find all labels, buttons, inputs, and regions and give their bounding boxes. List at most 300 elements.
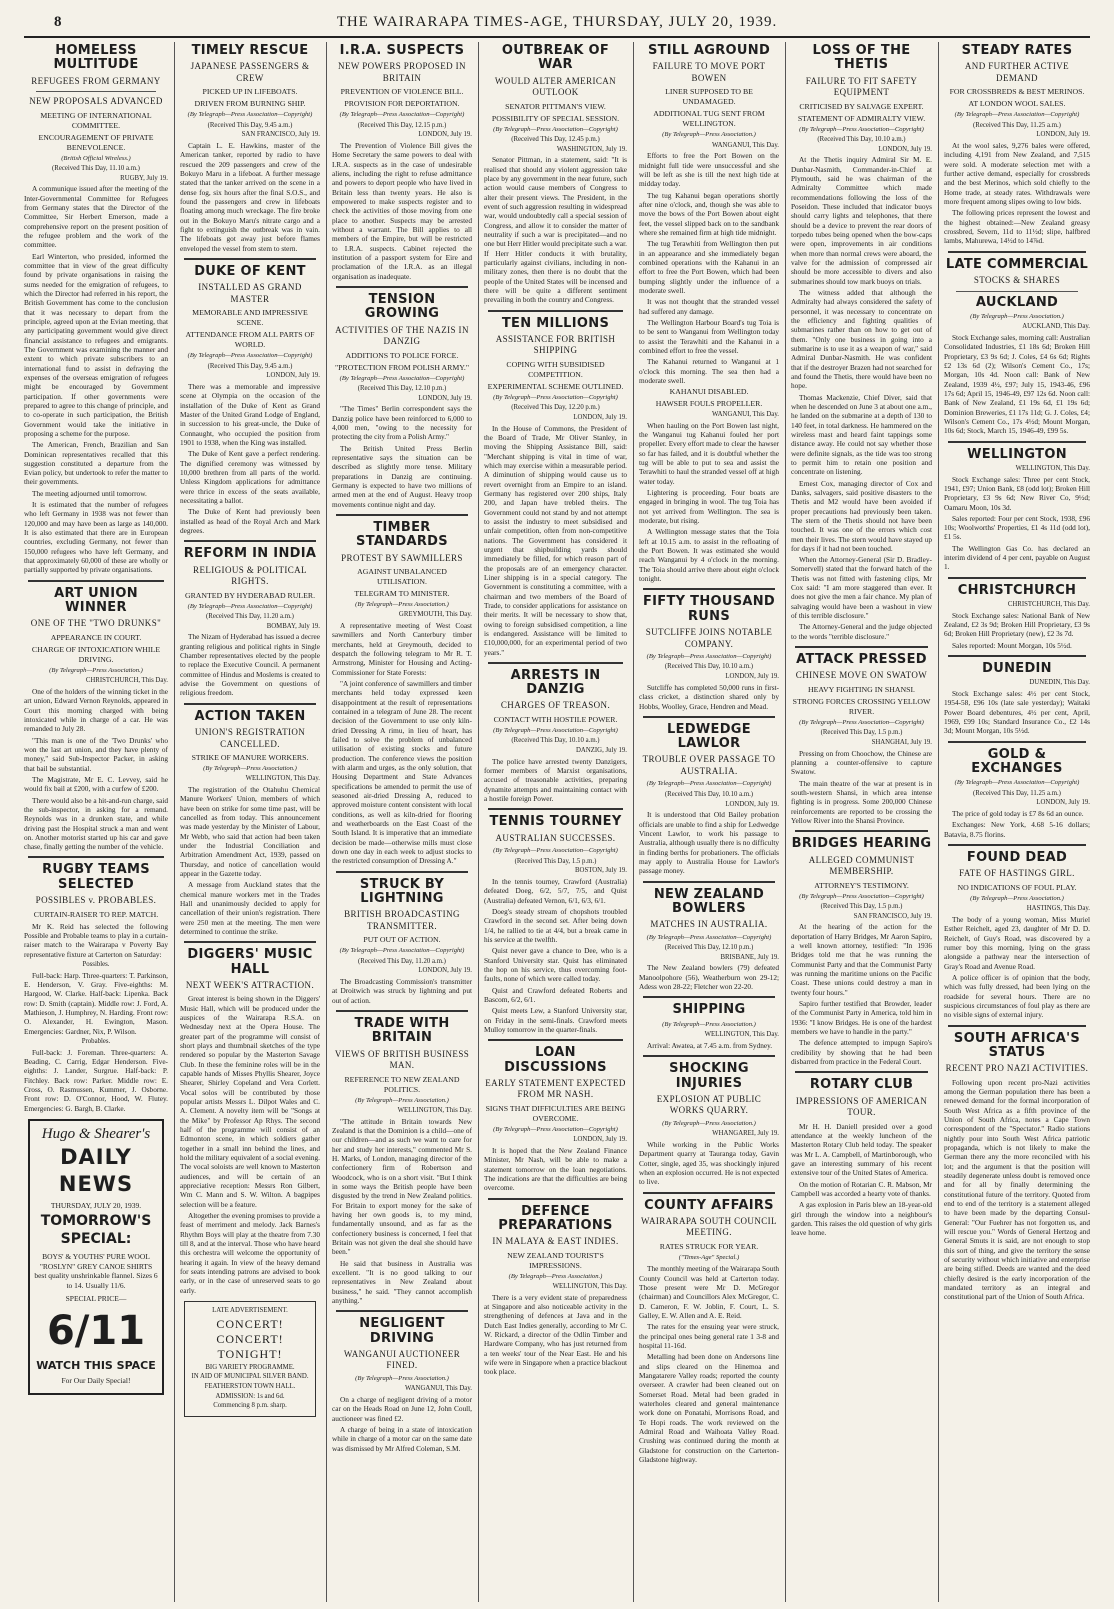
subheading: AT LONDON WOOL SALES. <box>968 99 1066 109</box>
paragraph: Altogether the evening promises to provide a feast of merriment and melody. Jack Barnes's Rhythm Boys will play at the theatre from 7.30 till 8, and at the interval. Those who have heard this orchestra will welcome the opportunity of hearing it again. In view of the heavy demand for seats intending patrons are advised to book early, or in the case of unreserved seats to go early. <box>180 1211 320 1295</box>
article-found-dead <box>944 851 1090 1020</box>
dateline: SAN FRANCISCO, July 19. <box>241 131 320 139</box>
headline: DIGGERS' MUSIC HALL <box>187 947 313 977</box>
headline: LEDWEDGE LAWLOR <box>667 721 751 752</box>
deck: EXPLOSION AT PUBLIC WORKS QUARRY. <box>656 1093 762 1116</box>
ad-venue: FEATHERSTON TOWN HALL. <box>204 1383 296 1391</box>
paragraph: The Duke of Kent gave a perfect rendering. The dignified ceremony was witnessed by 10,000 brethren from all parts of the world. Unless Kingdom applications for admittance were thrice in excess of the seats available, necessitating a ballot. <box>180 449 320 505</box>
subheading: HAWSER FOULS PROPELLER. <box>655 399 763 409</box>
byline: (By Telegraph—Press Association—Copyright) <box>493 393 618 401</box>
paragraph: "This man is one of the 'Two Drunks' who won the last art union, and they have plenty of money," said Sub-Inspector Packer, in asking that bail be substantial. <box>24 735 168 773</box>
article-action-taken <box>180 710 320 937</box>
paragraph: Mr K. Reid has selected the following Possible and Probable teams to play in a curtain-raiser match to the Wairarapa v Poverty Bay representative fixture at Carterton on Saturday: <box>24 921 168 959</box>
ad-concert: CONCERT! CONCERT! <box>216 1316 284 1347</box>
column-7 <box>944 42 1090 1602</box>
headline: RUGBY TEAMS SELECTED <box>42 862 150 892</box>
headline: TENNIS TOURNEY <box>489 814 622 830</box>
paragraph: Mr H. H. Daniell presided over a good attendance at the weekly luncheon of the Masterton Rotary Club held today. The speaker was Mr L. A. Campbell, of Martinborough, who gave an interesting summary of his recent extensive tour of the United States of America. <box>791 1121 932 1178</box>
city-heading: DUNEDIN <box>982 661 1052 677</box>
article-art-union-winner <box>24 587 168 852</box>
paragraph: The monthly meeting of the Wairarapa South County Council was held at Carterton today. Those present were Mr D. McGregor (chairman) and Councillors Alex McGregor, C. D. Cameron, F. W. Joblin, F. Court, L. S. Galley, E. W. Allen and A. E. Reid. <box>639 1264 779 1320</box>
paragraph: Ernest Cox, managing director of Cox and Danks, salvagers, said positive disasters to the Thetis and M2 would have been avoided if proper precautions had previously been taken. The stern of the Thetis should not have been touched. It was one of the errors which cost men their lives. The stern would have stayed up for days if it had not been touched. <box>791 478 932 553</box>
dateline: WELLINGTON, This Day. <box>552 1283 627 1291</box>
deck: ASSISTANCE FOR BRITISH SHIPPING <box>495 333 616 356</box>
headline: DEFENCE PREPARATIONS <box>498 1203 613 1233</box>
paragraph: The British United Press Berlin representative says the situation can be described as slightly more tense. Military preparations in Danzig are continuing. Germany is expected to have two millions of armed men at the end of August. Heavy troop movements continue night and day. <box>332 443 472 509</box>
subheading: CURTAIN-RAISER TO REP. MATCH. <box>33 909 159 919</box>
subheading: PROVISION FOR DEPORTATION. <box>344 99 460 109</box>
headline: GOLD & EXCHANGES <box>971 746 1063 777</box>
subheading: POSSIBILITY OF SPECIAL SESSION. <box>491 113 620 123</box>
ad-tagline: For Our Daily Special! <box>61 1376 131 1386</box>
byline: (By Telegraph—Press Association.) <box>508 1272 603 1280</box>
subheading: APPEARANCE IN COURT. <box>50 632 142 642</box>
byline: (By Telegraph—Press Association.) <box>662 1119 756 1127</box>
dateline: LONDON, July 19. <box>266 372 320 380</box>
deck: FAILURE TO MOVE PORT BOWEN <box>652 61 766 83</box>
subheading: COPING WITH SUBSIDISED COMPETITION. <box>506 359 605 379</box>
byline: (By Telegraph—Press Association.) <box>49 666 143 674</box>
deck: FAILURE TO FIT SAFETY EQUIPMENT <box>805 75 918 98</box>
byline: (By Telegraph—Press Association—Copyright) <box>493 1125 618 1133</box>
paragraph: Efforts to free the Port Bowen on the midnight full tide were unsuccessful and she will be left as she is till the next high tide at midday today. <box>639 151 779 189</box>
ad-admission: ADMISSION: 1s and 6d. <box>215 1392 285 1400</box>
article-shipping <box>639 1003 779 1050</box>
subheading: ATTORNEY'S TESTIMONY. <box>814 880 909 890</box>
headline: FIFTY THOUSAND RUNS <box>642 594 776 624</box>
headline: SHIPPING <box>672 1002 746 1018</box>
subheading: REFERENCE TO NEW ZEALAND POLITICS. <box>344 1074 460 1094</box>
paragraph: When the Attorney-General (Sir D. Bradley-Somervell) stated that the forward hatch of the Thetis was not fitted with fastening clips, Mr Cox said: "I am more staggered than ever. It does not give the men a fair chance. My plan of salvaging would have been a washout in view of this terrible disclosure." <box>791 555 932 621</box>
dateline: LONDON, July 19. <box>878 145 932 153</box>
dateline: LONDON, July 19. <box>573 1136 627 1144</box>
deck: CHARGES OF TREASON. <box>500 700 611 711</box>
article-tennis-tourney <box>484 815 627 1034</box>
column-1 <box>24 42 168 1602</box>
byline: (By Telegraph—Press Association.) <box>203 764 297 772</box>
dateline: WHANGAREI, July 19. <box>712 1130 779 1138</box>
received-time: (Received This Day, 11.25 a.m.) <box>973 789 1061 797</box>
received-time: (Received This Day, 11.20 a.m.) <box>358 957 446 965</box>
article-negligent-driving <box>332 1317 472 1453</box>
headline: TENSION GROWING <box>364 292 440 322</box>
team-list: Full-back: J. Foreman. Three-quarters: A. Beading, C. Carrig, Edgar Henderson. Five-eighths: J. Lander, Surgrue. Half-back: P. Fitchley. Back row: Parker. Middle row: E. Cross, O. Rasmussen, Kummer, J. Osborne. Front row: D. O'Connor, Hood, W. Flutey. Emergencies: G. Bargh, B. Clarke. <box>24 1047 168 1113</box>
headline: FOUND DEAD <box>966 850 1068 866</box>
byline: (By Telegraph—Press Association—Copyright) <box>339 374 465 382</box>
headline: LATE COMMERCIAL <box>945 256 1089 272</box>
paragraph: The Wellington Harbour Board's tug Toia is to be sent to Wanganui from Wellington today to assist the Terawhiti and the Kahanui in a combined effort to free the vessel. <box>639 317 779 355</box>
received-time: (Received This Day, 10.10 a.m.) <box>817 136 906 143</box>
byline: (By Telegraph—Press Association—Copyright) <box>646 653 772 661</box>
subheading: FOR CROSSBREDS & BEST MERINOS. <box>949 87 1085 97</box>
dateline: CHRISTCHURCH, This Day. <box>1007 601 1090 609</box>
paragraph: "The Times" Berlin correspondent says the Danzig police have been reinforced to 6,000 to 4,000 men, "owing to the necessity for protecting the city from a Polish Army." <box>332 404 472 442</box>
paragraph: The main theatre of the war at present is in south-western Shansi, in which area intense fighting is in progress. Some 200,000 Chinese reinforcements are reported to be crossing the Yellow River into the Shansi Province. <box>791 778 932 825</box>
paragraph: The Prevention of Violence Bill gives the Home Secretary the same powers to deal with I.R.A. suspects as in the case of undesirable aliens, including the right to refuse admittance and powers to deport people who have lived in Britain less than twenty years. He also is empowered to make suspects register and to check the activities of those moving from one place to another. Suspects may be arrested without a warrant. The Bill applies to all members of the Empire, but will be restricted to I.R.A. suspects. Cabinet rejected the institution of a passport system for Eire and proclamation of the I.R.A. as an illegal organisation as inadequate. <box>332 141 472 281</box>
team-label: Possibles. <box>82 960 110 968</box>
article-dunedin-stocks <box>944 662 1090 736</box>
subheading: MEETING OF INTERNATIONAL COMMITTEE. <box>40 110 152 130</box>
paragraph: Captain L. E. Hawkins, master of the American tanker, reported by radio to have rescued the 209 passengers and crew of the Bokuyo Maru in a lifeboat. A further message stated that the tanker arrived on the scene in a dense fog, six hours after the final S.O.S., and found the passengers and crew in lifeboats floating among much wreckage. The fire broke out in the Bokuyo Maru's nitrate cargo and a fight to extinguish the outbreak was in vain. The lifeboats got away just before flames enveloped the vessel from stem to stern. <box>180 141 320 253</box>
paragraph: Thomas Mackenzie, Chief Diver, said that when he descended on June 3 at about one a.m., he landed on the submarine at a depth of 130 to 140 feet, in total darkness. He hammered on the wireless mast and heard faint tappings some distance away. He could not say whether those were definite signals, as the tide was too strong to permit him to retain one position and concentrate on listening. <box>791 392 932 477</box>
received-time: (Received This Day, 12.45 p.m.) <box>511 136 600 143</box>
paragraph: Stock Exchange sales: National Bank of New Zealand, £2 3s 9d; Broken Hill Proprietary, £3 9s 6d; Broken Hill Proprietary (new), £2 3s 7d. <box>944 610 1090 639</box>
byline: (By Telegraph—Press Association.) <box>355 1374 449 1382</box>
dateline: WASHINGTON, July 19. <box>556 145 627 153</box>
byline: (By Telegraph—Press Association—Copyright) <box>493 125 618 133</box>
advertisement-concert <box>184 1301 316 1417</box>
deck: POSSIBLES v. PROBABLES. <box>35 895 157 906</box>
paragraph: While working in the Public Works Department quarry at Tauranga today, Gavin Cotter, single, aged 35, was shockingly injured when an explosion occurred. He is not expected to live. <box>639 1139 779 1187</box>
headline: I.R.A. SUSPECTS <box>339 43 465 58</box>
deck: EARLY STATEMENT EXPECTED FROM MR NASH. <box>485 1077 626 1100</box>
article-trade-with-britain <box>332 1017 472 1305</box>
column-2 <box>180 42 320 1602</box>
byline: (By Telegraph—Press Association—Copyright) <box>493 726 618 734</box>
paragraph: The Attorney-General and the judge objected to the words "terrible disclosure." <box>791 622 932 641</box>
column-5 <box>639 42 779 1602</box>
ad-brand: Hugo & Shearer's <box>41 1125 151 1142</box>
dateline: SAN FRANCISCO, July 19. <box>853 912 932 920</box>
headline: REFORM IN INDIA <box>183 546 317 562</box>
subheading: EXPERIMENTAL SCHEME OUTLINED. <box>487 381 624 391</box>
headline: ART UNION WINNER <box>54 585 138 616</box>
byline: (By Telegraph—Press Association—Copyright) <box>799 718 924 726</box>
paragraph: Quist meets Lew, a Stanford University star, on Friday in the semi-finals. Crawford meets Mulloy tomorrow in the quarter-finals. <box>484 1006 627 1034</box>
article-timely-rescue <box>180 44 320 253</box>
team-label: Probables. <box>81 1037 111 1045</box>
paragraph: Senator Pittman, in a statement, said: "It is realised that should any violent aggression take place by any government in the near future, such action would cause members of Congress to alter their present views. The President, in the event of such aggression resulting in widespread war, would undoubtedly call a special session of Congress, and allow it to consider the matter of neutrality if such a war is precipitated—and no one but Herr Hitler would precipitate such a war. If Herr Hitler conducts it with brutality, particularly against civilians, including in non-military zones, then there is no doubt that the people of the United States will be incensed and there will be quite a different sentiment prevailing in both the country and Congress. <box>484 155 627 305</box>
deck: AUSTRALIAN SUCCESSES. <box>495 832 616 843</box>
paragraph: Great interest is being shown in the Diggers' Music Hall, which will be produced under the auspices of the Wairarapa R.S.A. on Wednesday next at the Opera House. The greater part of the programme will consist of short plays and thumbnail sketches of the type rendered so popular by the Masterton Savage Club. In these the feminine roles will be in the capable hands of Misses Phyllis Shearer, Joyce Shearer, Shirley Copeland and Vera Corlett. Vocal solos will be contributed by those popular artists Messrs L. Dilpot Wales and C. A. Clement. A novelty item will be "Songs at the Mike" by Professor Ap Rhys. The second half of the programme will consist of an Edmonton scene, in which soldiers gather together in a small inn behind the lines, and hold the military equivalent of a social evening. The vocal soloists are well known to Masterton audiences, and will be certain of an appreciative reception: Messrs Ron Gilbert, Wm C. Mann and S. W. Wilton. A bagpipes selection will be a feature. <box>180 994 320 1209</box>
paragraph: The police have arrested twenty Danzigers, former members of Marxist organisations, accused of treasonable activities, preparing dynamite attempts and maintaining contact with a hostile foreign Power. <box>484 756 627 804</box>
dateline: BOSTON, July 19. <box>575 867 627 875</box>
byline: (By Telegraph—Press Association—Copyright) <box>339 111 465 119</box>
city-heading: AUCKLAND <box>975 294 1059 310</box>
paragraph: The witness added that although the Admiralty had always considered the safety of personnel, it was necessary to concentrate on the efficiency and fighting qualities of submarines rather than on how to get out of them. "Only one business in going into a submarine is to use it as a weapon of war," said Admiral Dunbar-Nasmith. He was confident that if the destroyer Brazen had not searched for and found the Thetis, there would have been no hope. <box>791 287 932 391</box>
deck: IN MALAYA & EAST INDIES. <box>492 1236 619 1247</box>
paragraph: Pressing on from Choochow, the Chinese are planning a counter-offensive to capture Swatow. <box>791 748 932 777</box>
paragraph: Stock Exchange sales, morning call: Australian Consolidated Industries, £1 18s 6d; Broken Hill Proprietary, £3 9s 6d; J. Coles, £4 6s 6d; Rights £2 13s 6d (2); Wilson's Cement Co., 17s; Morgan, 10s 4d. Noon call: Bank of New Zealand, 1939 4½, £97; July 15, 1943-46, £96 17s 6d; April 15, 1946-49, £97 12s 6d. Noon call: Bank of New Zealand, £1 19s 6d, £1 19s 6d; Dominion Breweries, £1 17s 11d; G. J. Coles, £4; Wilson's Cement Co., 17s 4½d; Mount Morgan, 10s 6d; Stock, March 15, 1946-49, £99 5s. <box>944 332 1090 436</box>
byline: (By Telegraph—Press Association.) <box>662 131 756 139</box>
article-outbreak-of-war <box>484 44 627 305</box>
paragraph: Quist and Crawford defeated Roberts and Bascom, 6/2, 6/1. <box>484 985 627 1004</box>
byline: (By Telegraph—Press Association.) <box>662 1020 756 1028</box>
subheading: MEMORABLE AND IMPRESSIVE SCENE. <box>192 308 308 328</box>
byline: (By Telegraph—Press Association—Copyright) <box>187 352 313 360</box>
article-ira-suspects <box>332 44 472 281</box>
ad-tonight: TONIGHT! <box>217 1347 283 1362</box>
headline: DUKE OF KENT <box>194 264 306 280</box>
received-time: (Received This Day, 9.45 a.m.) <box>207 121 293 129</box>
dateline: LONDON, July 19. <box>1036 799 1090 807</box>
received-time: (Received This Day, 12.15 p.m.) <box>357 121 447 129</box>
paragraph: The American, French, Brazilian and San Dominican representatives recalled that this suggestion constituted a departure from the Evian policy, but undertook to refer the matter to their governments. <box>24 440 168 487</box>
deck: NEXT WEEK'S ATTRACTION. <box>185 979 315 990</box>
byline: (By Telegraph—Press Association—Copyright) <box>954 779 1080 787</box>
subheading: GRANTED BY HYDERABAD RULER. <box>184 590 316 600</box>
deck: WAIRARAPA SOUTH COUNCIL MEETING. <box>641 1215 777 1238</box>
article-diggers-music-hall <box>180 948 320 1295</box>
paragraph: On a charge of negligent driving of a motor car on the Heads Road on June 12, John Coull, auctioneer was fined £2. <box>332 1395 472 1423</box>
headline: NEW ZEALAND BOWLERS <box>653 886 765 916</box>
article-late-commercial <box>944 258 1090 436</box>
headline: STEADY RATES <box>961 43 1073 58</box>
subheading: DRIVEN FROM BURNING SHIP. <box>194 99 306 109</box>
paragraph: It was not thought that the stranded vessel had suffered any damage. <box>639 297 779 316</box>
article-steady-rates <box>944 44 1090 246</box>
dateline: DANZIG, July 19. <box>576 747 627 755</box>
paragraph: A representative meeting of West Coast sawmillers and North Canterbury timber merchants, held at Greymouth, decided to despatch the following telegram to Mr R. T. Armstrong, Minister for Housing and Acting-Commissioner for State Forests: <box>332 621 472 677</box>
subheading: CRITICISED BY SALVAGE EXPERT. <box>799 101 924 111</box>
subheading: STRONG FORCES CROSSING YELLOW RIVER. <box>792 696 931 716</box>
ad-item: BOYS' & YOUTHS' PURE WOOL "ROSLYN" GREY CANOE SHIRTS best quality unshrinkable flannel. Sizes 6 to 14. Usually 11/6. <box>34 1252 158 1290</box>
byline: (By Telegraph—Press Association.) <box>970 894 1064 902</box>
paragraph: Earl Winterton, who presided, informed the committee that in view of the great difficulty found by private organisations in raising the sums needed for the emigration of refugees, to which the Director had referred in his report, the British Government has come to the conclusion that it was necessary to depart from the principle, agreed upon at the Evian meeting, that any participating government would give direct financial assistance to refugees and emigrants. The Government was examining the manner and extent to which private subscribers to an international fund to assist in defraying the expenses of the overseas emigration of refugees might be encouraged by Government participation. If other governments were prepared to agree to this change of principle, and to co-operate in such participation, the British Government would take the initiative in proposing a scheme for the purpose. <box>24 251 168 438</box>
deck: NEW PROPOSALS ADVANCED <box>29 96 163 107</box>
paragraph: The tug Kahanui began operations shortly after nine o'clock, and, though she was able to move the bows of the Port Bowen about eight feet, the vessel slipped back on to the sandbank where she remained firm at high tide midnight. <box>639 190 779 237</box>
article-struck-by-lightning <box>332 878 472 1005</box>
byline: (By Telegraph—Press Association—Copyright) <box>493 847 618 855</box>
headline: TEN MILLIONS <box>501 315 610 331</box>
city-heading: CHRISTCHURCH <box>957 582 1077 598</box>
article-still-aground <box>639 44 779 583</box>
deck: INSTALLED AS GRAND MASTER <box>198 282 302 304</box>
paragraph: Lightering is proceeding. Four boats are engaged in bringing in wool. The tug Toia has not yet arrived from Wellington. The sea is moderate, but rising. <box>639 488 779 526</box>
dateline: WANGANUI, This Day. <box>711 411 779 419</box>
byline: (By Telegraph—Press Association—Copyright) <box>646 933 772 941</box>
subheading: PREVENTION OF VIOLENCE BILL. <box>340 87 464 97</box>
paragraph: Metalling had been done on Andersons line and slips cleared on the Hinemoa and Mangatarere Valley roads; reported the county overseer. A crawler had been cleaned out on Somerset Road. Metal had been graded in waterholes cleared and general maintenance work done on Ponatahi, Morrisons Road, and Te Hopi roads. The work reviewed on the Admiral Road and Waihoata Valley Road. Crushing was continued during the month at Gladstone for construction on the Carterton-Gladstone highway. <box>639 1352 779 1464</box>
paragraph: It is estimated that the number of refugees who left Germany in 1938 was not fewer than 120,000 and may have been as large as 140,000. It is also estimated that there are in European countries, excluding Germany, not fewer than 150,000 refugees who have left Germany, and that approximately 60,000 of these are wholly or partially supported by private organisations. <box>24 500 168 575</box>
dateline: LONDON, July 19. <box>418 394 472 402</box>
ad-watch: WATCH THIS SPACE <box>36 1359 156 1373</box>
article-loss-of-thetis <box>791 44 932 641</box>
byline: (By Telegraph—Press Association—Copyright) <box>187 111 313 119</box>
received-time: (Received This Day, 1.5 p.m.) <box>820 729 903 737</box>
article-fifty-thousand-runs <box>639 595 779 710</box>
masthead <box>24 10 1090 38</box>
paragraph: Exchanges: New York, 4.68 5-16 dollars; Batavia, 8.75 florins. <box>944 820 1090 839</box>
dateline: AUCKLAND, This Day. <box>1022 323 1090 331</box>
paragraph: At the Thetis inquiry Admiral Sir M. E. Dunbar-Nasmith, Commander-in-Chief at Plymouth, said he was chairman of the Admiralty Committee which made recommendations following the loss of the Poseidon. These included that indicator buoys should carry lights and telephones, that there should be a device to prevent the rear doors of torpedo tubes being opened when the bow-caps were open, improvements in air conditions when more than normal crews were aboard, the valve for the admission of compressed air should be more accessible to divers and also submarines should tow mark buoys on trials. <box>791 155 932 286</box>
ad-date: THURSDAY, JULY 20, 1939. <box>50 1200 142 1210</box>
paragraph: The meeting adjourned until tomorrow. <box>32 488 147 498</box>
subheading: KAHANUI DISABLED. <box>669 387 749 397</box>
ad-time: Commencing 8 p.m. sharp. <box>213 1402 287 1410</box>
paragraph: Arrival: Awatea, at 7.45 a.m. from Sydney. <box>647 1040 773 1050</box>
paragraph: There was a memorable and impressive scene at Olympia on the occasion of the installation of the Duke of Kent as Grand Master of the United Grand Lodge of England, in succession to his great-uncle, the Duke of Connaught, who occupied the position from 1901 to 1938, when the King was installed. <box>180 382 320 447</box>
paragraph: The Wellington Gas Co. has declared an interim dividend of 4 per cent, payable on August 1. <box>944 543 1090 572</box>
paragraph: On the motion of Rotarian C. R. Mabson, Mr Campbell was accorded a hearty vote of thanks. <box>791 1179 932 1198</box>
article-wellington-stocks <box>944 448 1090 572</box>
paragraph: The body of a young woman, Miss Muriel Esther Reichelt, aged 23, daughter of Mr D. D. Reichelt, of Guy's Road, was discovered by a rumer boy this morning, lying on the grass alongside a pathway near the intersection of Gray's Road and Avenue Road. <box>944 915 1090 971</box>
subheading: "PROTECTION FROM POLISH ARMY." <box>334 362 470 372</box>
paragraph: He said that business in Australia was excellent. "It is no good talking to our representatives in New Zealand about business," he said. "They cannot accomplish anything." <box>332 1258 472 1305</box>
paragraph: Stock Exchange sales: Three per cent Stock, 1941, £97; Union Bank, £8 (odd lot); Broken Hill Proprietary, £3 9s 6d; New River Co, 9½d; Oamaru Moon, 10s 3d. <box>944 474 1090 512</box>
headline: ATTACK PRESSED <box>796 652 927 668</box>
headline: ACTION TAKEN <box>194 708 306 724</box>
paragraph: At the hearing of the action for the deportation of Harry Bridges, Mr Aaron Sapiro, a well known attorney, testified: "In 1936 Bridges told me that he was running the Communist Party and that the Communist Party was running the maritime unions on the Pacific Coast. These unions could destroy a man in twenty four hours." <box>791 922 932 997</box>
ad-price-label: SPECIAL PRICE— <box>65 1293 127 1303</box>
advertisement-daily-news <box>28 1119 164 1395</box>
paragraph: Sapiro further testified that Browder, leader of the Communist Party in America, told him in 1936: "I know Bridges. He is one of the hardest members we have to handle in the party." <box>791 999 932 1036</box>
deck: SUTCLIFFE JOINS NOTABLE COMPANY. <box>645 627 773 649</box>
headline: TIMELY RESCUE <box>191 43 309 58</box>
paragraph: Sales reported: Mount Morgan, 10s 5½d. <box>952 640 1072 650</box>
paragraph: The Nizam of Hyderabad has issued a decree granting religious and political rights in Single Chamber representatives elected by the people to replace the Executive Council. A permanent committee of Hindus and Moslems is created to advise the Government on questions of religious freedom. <box>180 632 320 698</box>
headline: NEGLIGENT DRIVING <box>359 1316 445 1346</box>
headline: OUTBREAK OF WAR <box>501 43 610 73</box>
received-time: (Received This Day, 11.10 a.m.) <box>52 164 140 172</box>
dateline: LONDON, July 19. <box>1036 131 1090 139</box>
paragraph: One of the holders of the winning ticket in the art union, Edward Vernon Reynolds, appeared in Court this morning charged with being intoxicated while in charge of a car. He was remanded to July 28. <box>24 686 168 734</box>
dateline: WELLINGTON, This Day. <box>1015 464 1090 472</box>
paragraph: The tug Terawhiti from Wellington then put in an appearance and she immediately began combined operations with the Kahanui in an effort to free the Port Bowen, which had been bumping slightly under the influence of a moderate swell. <box>639 239 779 295</box>
deck: IMPRESSIONS OF AMERICAN TOUR. <box>795 1095 928 1118</box>
dateline: BRISBANE, July 19. <box>720 953 779 961</box>
received-time: (Received This Day, 1.5 p.m.) <box>514 857 597 865</box>
deck: ACTIVITIES OF THE NAZIS IN DANZIG <box>335 324 469 347</box>
received-time: (Received This Day, 11.25 a.m.) <box>973 121 1061 129</box>
team-list: Full-back: Harp. Three-quarters: T. Parkinson, E. Henderson, V. Gray. Five-eighths: M. Hargood, W. Clarke. Half-back: Lipenka. Back row: D. Smith (captain). Middle row: J. Ford, A. Mathieson, J. Humphrey, N. Harding. Front row: O. Alexander, H. Ewington, Mason. Emergencies: Gardner, Nix, P. Wilson. <box>24 970 168 1036</box>
headline: SOUTH AFRICA'S STATUS <box>953 1030 1081 1060</box>
byline: (By Telegraph—Press Association.) <box>355 1096 449 1104</box>
dateline: LONDON, July 19. <box>573 413 627 421</box>
article-gold-exchanges <box>944 748 1090 839</box>
deck: STOCKS & SHARES <box>973 274 1061 285</box>
received-time: (Received This Day, 10.10 a.m.) <box>664 790 754 798</box>
byline: (By Telegraph—Press Association.) <box>970 312 1064 320</box>
subheading: TELEGRAM TO MINISTER. <box>354 589 450 599</box>
paragraph: "A joint conference of sawmillers and timber merchants held today expressed keen disappointment at the result of representations contained in a telegram of June 28. The recent decision of the Government to use only kiln-dried Dressing A rimu, in lieu of heart, has failed to solve the problem of unbalanced utilisation of existing stocks and future production. The conference views the position with alarm and urges, as the only solution, that Housing Department and State Advances specifications be amended to permit the use of seasoned air-dried Dressing A, reduced to approved moisture content consistent with local conditions, as well as kiln-dried for flooring and weatherboards on the East Coast of the South Island. It is imperative that an immediate decision be made—otherwise mills must close down one day in each week to adjust stocks to the restricted consumption of Dressing A." <box>332 679 472 866</box>
city-heading: WELLINGTON <box>967 446 1067 462</box>
article-south-africa-status <box>944 1032 1090 1302</box>
headline: SHOCKING INJURIES <box>669 1061 749 1091</box>
received-time: (Received This Day, 10.10 a.m.) <box>511 737 600 745</box>
received-time: (Received This Day, 12.10 p.m.) <box>664 944 754 952</box>
deck: ALLEGED COMMUNIST MEMBERSHIP. <box>808 854 915 877</box>
ad-programme: BIG VARIETY PROGRAMME. <box>205 1363 295 1371</box>
paragraph: A gas explosion in Paris blew an 18-year-old girl through the window into a neighbour's garden. This raises the old question of why girls leave home. <box>791 1200 932 1238</box>
headline: COUNTY AFFAIRS <box>644 1197 774 1213</box>
received-time: (Received This Day, 9.45 a.m.) <box>207 362 293 370</box>
subheading: CHARGE OF INTOXICATION WHILE DRIVING. <box>31 644 161 664</box>
byline: (By Telegraph—Press Association—Copyright) <box>646 780 772 788</box>
deck: ONE OF THE "TWO DRUNKS" <box>30 618 162 629</box>
paragraph: It is hoped that the New Zealand Finance Minister, Mr Nash, will be able to make a statement tomorrow on the loan negotiations. The indications are that the difficulties are being overcome. <box>484 1145 627 1193</box>
paragraph: Sales reported: Four per cent Stock, 1938, £96 10s; Woolworths' Properties, £1 4s 11d (odd lot), £1 5s. <box>944 513 1090 542</box>
article-loan-discussions <box>484 1046 627 1192</box>
dateline: CHRISTCHURCH, This Day. <box>85 677 168 685</box>
article-rugby-teams <box>24 863 168 1112</box>
dateline: SHANGHAI, July 19. <box>871 738 932 746</box>
deck: WANGANUI AUCTIONEER FINED. <box>343 1348 461 1371</box>
subheading: CONTACT WITH HOSTILE POWER. <box>493 714 618 724</box>
dateline: DUNEDIN, This Day. <box>1029 679 1090 687</box>
column-4 <box>484 42 627 1602</box>
paragraph: The rates for the ensuing year were struck, the principal ones being general rate 1 3-8 and hospital 11-16d. <box>639 1322 779 1350</box>
headline: TIMBER STANDARDS <box>356 519 448 550</box>
headline: TRADE WITH BRITAIN <box>354 1016 450 1046</box>
deck: BRITISH BROADCASTING TRANSMITTER. <box>344 909 460 931</box>
paragraph: A Wellington message states that the Toia left at 10.15 a.m. to assist in the refloating of the Port Bowen. It was estimated she would reach Wanganui by 4 o'clock in the morning. The Toia should arrive there about eight o'clock tonight. <box>639 527 779 584</box>
paragraph: A police officer is of opinion that the body, which was fully dressed, had been lying on the roadside for several hours. There are no suspicious circumstances of foul play as there are no visible signs of external injury. <box>944 972 1090 1020</box>
paragraph: The New Zealand bowlers (79) defeated Manoolpohore (56), Weatherburn won 29-12; Adess won 28-22; Fletcher won 22-20. <box>639 963 779 992</box>
ad-price: 6/11 <box>46 1308 146 1355</box>
ad-aid: IN AID OF MUNICIPAL SILVER BAND. <box>191 1373 309 1381</box>
paragraph: A communique issued after the meeting of the Inter-Governmental Committee for Refugees from Germany states that the Director of the Committee, Sir Herbert Emerson, made a comprehensive report on the present position of the refugee problem and the work of the committee. <box>24 184 168 250</box>
paragraph: In the tennis tourney, Crawford (Australia) defeated Doeg, 6/2, 5/7, 7/5, and Quist (Australia) defeated Vernon, 6/1, 6/3, 6/1. <box>484 877 627 905</box>
deck: NEW POWERS PROPOSED IN BRITAIN <box>338 61 466 83</box>
headline: BRIDGES HEARING <box>791 836 932 852</box>
page-columns <box>24 42 1090 1602</box>
subheading: PICKED UP IN LIFEBOATS. <box>202 87 298 97</box>
paragraph: The registration of the Otahuhu Chemical Manure Workers' Union, members of which have been on strike for some time past, will be cancelled as from today. This announcement was made yesterday by the Minister of Labour, Mr Webb, who said that action had been taken under the Industrial Conciliation and Arbitration Amendment Act, 1939, passed on Thursday, and notice of cancellation would appear in the Gazette today. <box>180 785 320 879</box>
article-shocking-injuries <box>639 1062 779 1186</box>
column-3 <box>332 42 472 1602</box>
paragraph: Following upon recent pro-Nazi activities among the German population there has been a renewed demand for the formal incorporation of South West Africa as a fifth province of the Union of South Africa, notes a Cape Town correspondent of the "Spectator." Radio stations nightly pour into South West Africa patriotic propaganda, which is not likely to make the German there any the more reconciled with his lot; and the argument is that the position will steadily degenerate unless doubt is removed once and for all by finally determining the constitutional future of the territory. Quoted from end to end of the territory is a statement alleged to have been made by the departing Consul-General: "Our Fuehrer has not forgotten us, and will rescue you." Words of General Hertzog and General Smuts it is said, are not enough to stop this sort of thing, and give the territory the sense of security without which initiative and enterprise are being stifled. Deeds are wanted and the deed chiefly desired is the early incorporation of the mandated territory as an integral and constitutional part of the Union of South Africa. <box>944 1077 1090 1302</box>
subheading: ADDITIONAL TUG SENT FROM WELLINGTON. <box>653 109 765 129</box>
paragraph: In the House of Commons, the President of the Board of Trade, Mr Oliver Stanley, in moving the Shipping Assistance Bill, said: "Merchant shipping is vital in time of war, which may exercise within a measurable period. A diminution of shipping would cause us to revert overnight from an Empire to an island. Germany has registered over 200 ships, Italy 200, and Japan have trebled theirs. The Government could not stand by and not attempt to assist the industry to meet subsidised and unfair competition, often from non-competitive nations. The Government has considered it urgent that shipbuilding yards should immediately be filled, for which reason part of the proposals are of an emergency character. Liner shipping is in a special category. The Government is constituting a committee, with a chairman and two members of the Board of Trade, to consider applications for assistance on their merits. It will be necessary to show that, owing to foreign subsidised competition, a line is endangered. Assistance will be limited to £10,000,000, for an experimental period of two years." <box>484 423 627 657</box>
paragraph: The defence attempted to impugn Sapiro's credibility by showing that he had been disbarred from practice in the Federal Court. <box>791 1038 932 1066</box>
deck: WOULD ALTER AMERICAN OUTLOOK <box>494 75 617 98</box>
article-defence-preparations <box>484 1205 627 1377</box>
paragraph: At the wool sales, 9,276 bales were offered, including 4,191 from New Zealand, and 7,515 were sold. A moderate selection met with a further active demand, especially for crossbreds and the best Merinos, which sold chiefly to the Home trade, at steady rates. Withdrawals were more frequent among slipes owing to low bids. <box>944 141 1090 207</box>
article-county-affairs <box>639 1199 779 1465</box>
deck: REFUGEES FROM GERMANY <box>31 75 161 86</box>
received-time: (Received This Day, 11.20 a.m.) <box>206 613 294 621</box>
received-time: (Received This Day, 12.10 p.m.) <box>357 385 447 392</box>
dateline: WELLINGTON, This Day. <box>704 1031 779 1039</box>
deck: PROTEST BY SAWMILLERS <box>341 552 463 563</box>
subheading: STRIKE OF MANURE WORKERS. <box>191 753 309 763</box>
article-homeless-multitude <box>24 44 168 575</box>
dateline: WANGANUI, This Day. <box>711 141 779 149</box>
byline: (By Telegraph—Press Association.) <box>355 601 449 608</box>
headline: ARRESTS IN DANZIG <box>510 667 601 698</box>
newspaper-title: THE WAIRARAPA TIMES-AGE, THURSDAY, JULY 20, 1939. <box>336 14 778 30</box>
received-time: (Received This Day, 1.5 p.m.) <box>820 903 903 910</box>
article-attack-pressed <box>791 653 932 825</box>
byline: (By Telegraph—Press Association—Copyright) <box>799 125 924 133</box>
subheading: SIGNS THAT DIFFICULTIES ARE BEING OVERCOME. <box>485 1103 626 1123</box>
subheading: STATEMENT OF ADMIRALTY VIEW. <box>797 113 926 123</box>
deck: UNION'S REGISTRATION CANCELLED. <box>194 726 306 749</box>
paragraph: The Kahanui returned to Wanganui at 1 o'clock this morning. The sea then had a moderate swell. <box>639 357 779 385</box>
ad-special: SPECIAL: <box>60 1231 132 1248</box>
ad-title: DAILY NEWS <box>58 1145 134 1196</box>
subheading: RATES STRUCK FOR YEAR. <box>659 1241 759 1251</box>
paragraph: The price of gold today is £7 8s 6d an ounce. <box>952 809 1084 819</box>
article-bridges-hearing <box>791 837 932 1066</box>
byline: (By Telegraph—Press Association—Copyright) <box>339 947 465 955</box>
article-reform-in-india <box>180 547 320 697</box>
page-number: 8 <box>54 14 63 30</box>
deck: FATE OF HASTINGS GIRL. <box>959 868 1075 879</box>
article-ledwedge-lawlor <box>639 723 779 876</box>
subheading: ENCOURAGEMENT OF PRIVATE BENEVOLENCE. <box>38 132 154 152</box>
dateline: LONDON, July 19. <box>725 800 779 808</box>
subheading: SENATOR PITTMAN'S VIEW. <box>505 101 606 111</box>
article-tension-growing <box>332 293 472 509</box>
headline: ROTARY CLUB <box>809 1077 914 1093</box>
deck: MATCHES IN AUSTRALIA. <box>650 919 768 930</box>
dateline: WELLINGTON, This Day. <box>397 1107 472 1115</box>
headline: STRUCK BY LIGHTNING <box>359 876 445 906</box>
paragraph: The Duke of Kent had previously been installed as head of the Royal Arch and Mark degrees. <box>180 507 320 535</box>
dateline: WELLINGTON, This Day. <box>245 775 320 783</box>
